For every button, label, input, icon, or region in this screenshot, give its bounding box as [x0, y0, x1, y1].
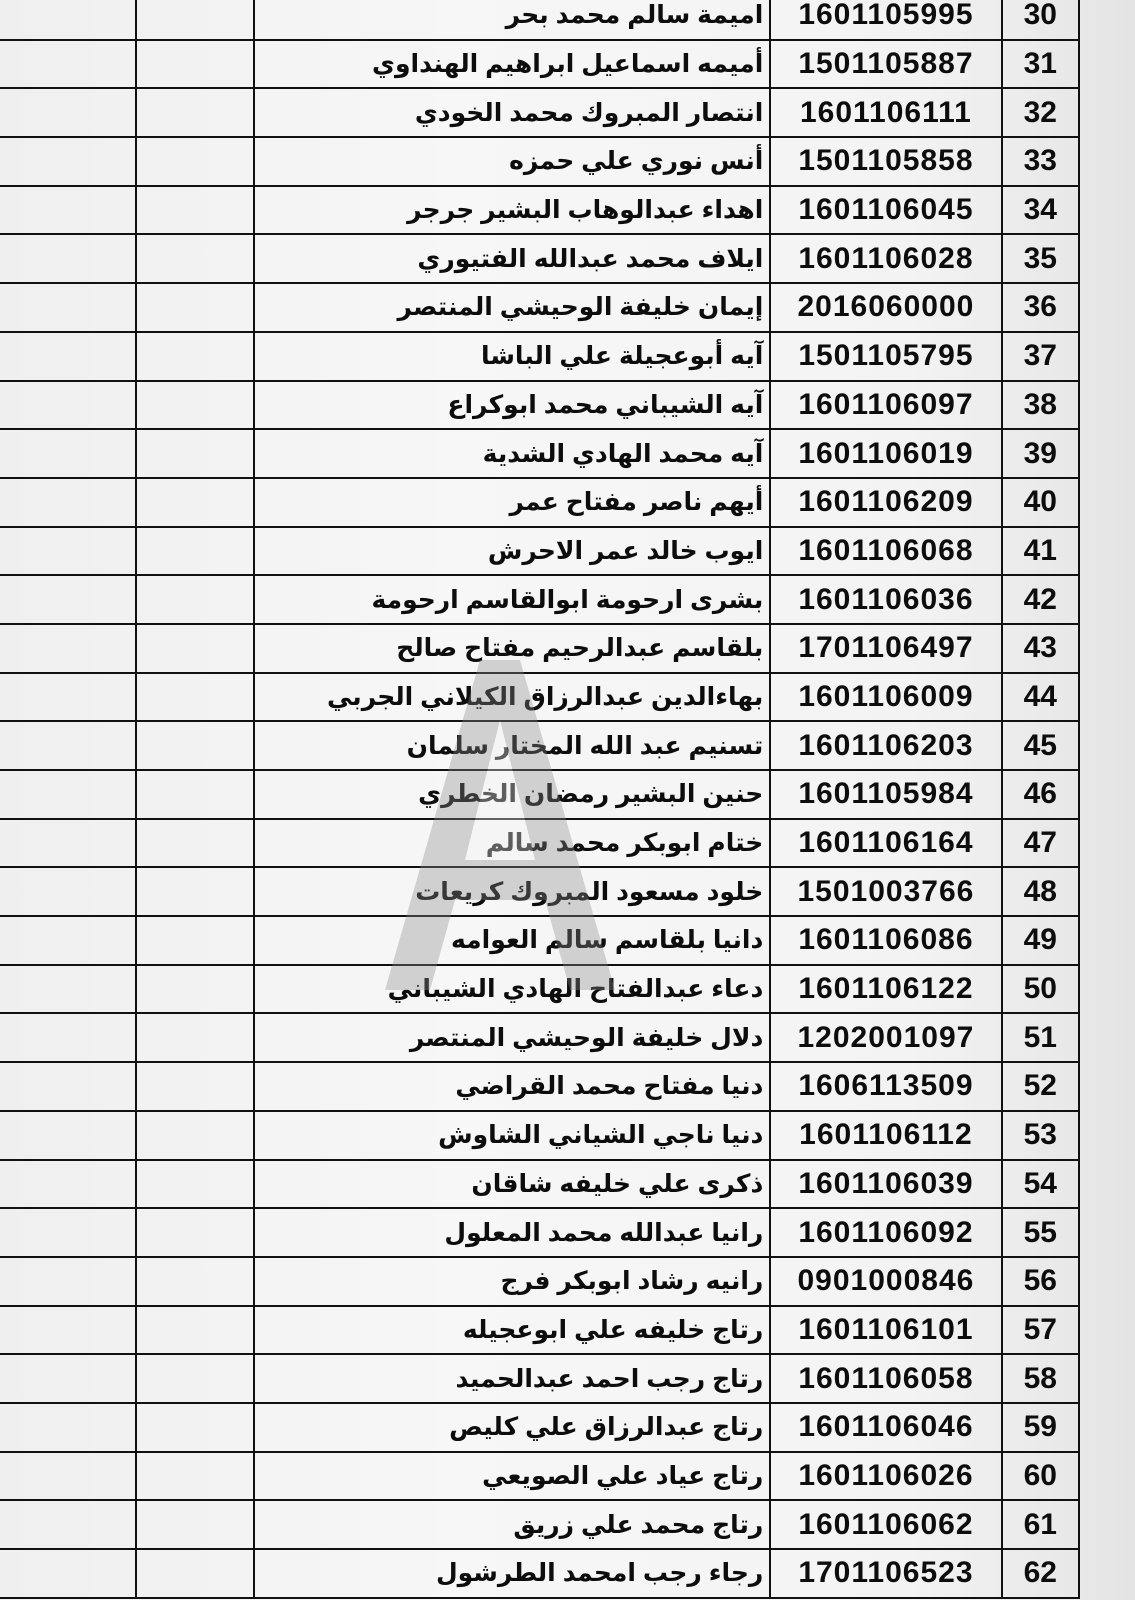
student-name: رجاء رجب امحمد الطرشول: [254, 1549, 770, 1598]
student-id: 1601106009: [770, 673, 1001, 722]
table-row: [0, 624, 1079, 673]
grade-cell-a: [0, 867, 136, 916]
grade-cell-a: [0, 40, 136, 89]
grade-cell-a: [0, 770, 136, 819]
student-name: أنس نوري علي حمزه: [254, 137, 770, 186]
grade-cell-a: [0, 1354, 136, 1403]
student-id: 1501003766: [770, 867, 1001, 916]
student-id: 1601106122: [770, 965, 1001, 1014]
row-number: 43: [1002, 624, 1079, 673]
student-name: ذكرى علي خليفه شاقان: [254, 1160, 770, 1209]
grade-cell-a: [0, 137, 136, 186]
student-name: ايلاف محمد عبدالله الفتيوري: [254, 234, 770, 283]
table-row: [0, 429, 1079, 478]
student-id: 1501105795: [770, 332, 1001, 381]
grade-cell-b: [136, 770, 254, 819]
table-row: [0, 1403, 1079, 1452]
student-name: رتاج خليفه علي ابوعجيله: [254, 1306, 770, 1355]
grade-cell-b: [136, 1160, 254, 1209]
table-row: [0, 965, 1079, 1014]
table-row: [0, 916, 1079, 965]
row-number: 39: [1002, 429, 1079, 478]
student-name: آيه الشيباني محمد ابوكراع: [254, 381, 770, 430]
grade-cell-b: [136, 186, 254, 235]
table-row: [0, 867, 1079, 916]
row-number: 62: [1002, 1549, 1079, 1598]
table-row: [0, 1257, 1079, 1306]
grade-cell-a: [0, 1257, 136, 1306]
grade-cell-b: [136, 1500, 254, 1549]
table-row: [0, 234, 1079, 283]
table-row: [0, 88, 1079, 137]
table-row: [0, 527, 1079, 576]
row-number: 49: [1002, 916, 1079, 965]
table-row: [0, 721, 1079, 770]
row-number: 36: [1002, 283, 1079, 332]
row-number: 31: [1002, 40, 1079, 89]
grade-cell-a: [0, 965, 136, 1014]
grade-cell-b: [136, 867, 254, 916]
student-name: رتاج عياد علي الصويعي: [254, 1452, 770, 1501]
student-id: 1601106112: [770, 1111, 1001, 1160]
student-name: أميمه اسماعيل ابراهيم الهنداوي: [254, 40, 770, 89]
student-name: ختام ابوبكر محمد سالم: [254, 819, 770, 868]
student-id: 1601106097: [770, 381, 1001, 430]
student-id: 2016060000: [770, 283, 1001, 332]
grade-cell-a: [0, 673, 136, 722]
student-name: انتصار المبروك محمد الخودي: [254, 88, 770, 137]
grade-cell-b: [136, 624, 254, 673]
grade-cell-a: [0, 624, 136, 673]
table-row: [0, 1111, 1079, 1160]
grade-cell-a: [0, 381, 136, 430]
student-name: حنين البشير رمضان الخطري: [254, 770, 770, 819]
table-row: [0, 1306, 1079, 1355]
grade-cell-a: [0, 1208, 136, 1257]
student-name: خلود مسعود المبروك كريعات: [254, 867, 770, 916]
student-id: 1601106068: [770, 527, 1001, 576]
student-name: اهداء عبدالوهاب البشير جرجر: [254, 186, 770, 235]
student-name: رتاج محمد علي زريق: [254, 1500, 770, 1549]
grade-cell-b: [136, 1306, 254, 1355]
grade-cell-a: [0, 283, 136, 332]
student-name: دنيا ناجي الشياني الشاوش: [254, 1111, 770, 1160]
table-row: [0, 1354, 1079, 1403]
row-number: 32: [1002, 88, 1079, 137]
row-number: 56: [1002, 1257, 1079, 1306]
student-id: 1601106111: [770, 88, 1001, 137]
grade-cell-a: [0, 1062, 136, 1111]
row-number: 38: [1002, 381, 1079, 430]
student-name: اميمة سالم محمد بحر: [254, 0, 770, 40]
grade-cell-a: [0, 429, 136, 478]
grade-cell-b: [136, 527, 254, 576]
row-number: 40: [1002, 478, 1079, 527]
student-id: 1601106164: [770, 819, 1001, 868]
grade-cell-a: [0, 478, 136, 527]
grade-cell-b: [136, 1549, 254, 1598]
table-row: [0, 1452, 1079, 1501]
student-name: إيمان خليفة الوحيشي المنتصر: [254, 283, 770, 332]
row-number: 51: [1002, 1013, 1079, 1062]
table-row: [0, 1500, 1079, 1549]
grade-cell-a: [0, 916, 136, 965]
table-row: [0, 478, 1079, 527]
student-name: دلال خليفة الوحيشي المنتصر: [254, 1013, 770, 1062]
student-id: 1701106523: [770, 1549, 1001, 1598]
student-name: آيه أبوعجيلة علي الباشا: [254, 332, 770, 381]
grade-cell-b: [136, 916, 254, 965]
row-number: 42: [1002, 575, 1079, 624]
grade-cell-b: [136, 0, 254, 40]
student-name: دانيا بلقاسم سالم العوامه: [254, 916, 770, 965]
student-id: 1601106101: [770, 1306, 1001, 1355]
row-number: 55: [1002, 1208, 1079, 1257]
student-id: 1601106019: [770, 429, 1001, 478]
table-row: [0, 137, 1079, 186]
grade-cell-b: [136, 1403, 254, 1452]
grade-cell-b: [136, 721, 254, 770]
grade-cell-b: [136, 673, 254, 722]
student-id: 1601106036: [770, 575, 1001, 624]
student-name: رتاج عبدالرزاق علي كليص: [254, 1403, 770, 1452]
grade-cell-b: [136, 137, 254, 186]
student-name: رتاج رجب احمد عبدالحميد: [254, 1354, 770, 1403]
grade-cell-a: [0, 1160, 136, 1209]
row-number: 50: [1002, 965, 1079, 1014]
student-id: 1601106028: [770, 234, 1001, 283]
grade-cell-b: [136, 234, 254, 283]
student-id: 1601106062: [770, 1500, 1001, 1549]
student-name: تسنيم عبد الله المختار سلمان: [254, 721, 770, 770]
row-number: 48: [1002, 867, 1079, 916]
student-id: 1501105858: [770, 137, 1001, 186]
table-row: [0, 673, 1079, 722]
table-row: [0, 186, 1079, 235]
grade-cell-b: [136, 965, 254, 1014]
student-id: 1601106046: [770, 1403, 1001, 1452]
student-id: 1601106092: [770, 1208, 1001, 1257]
row-number: 47: [1002, 819, 1079, 868]
student-id: 1601106058: [770, 1354, 1001, 1403]
grade-cell-a: [0, 527, 136, 576]
grade-cell-a: [0, 234, 136, 283]
student-name: دنيا مفتاح محمد القراضي: [254, 1062, 770, 1111]
grade-cell-a: [0, 88, 136, 137]
student-name: بلقاسم عبدالرحيم مفتاح صالح: [254, 624, 770, 673]
row-number: 53: [1002, 1111, 1079, 1160]
table-row: [0, 819, 1079, 868]
row-number: 41: [1002, 527, 1079, 576]
row-number: 60: [1002, 1452, 1079, 1501]
grade-cell-a: [0, 1403, 136, 1452]
table-row: [0, 575, 1079, 624]
row-number: 59: [1002, 1403, 1079, 1452]
grade-cell-a: [0, 819, 136, 868]
student-id: 1202001097: [770, 1013, 1001, 1062]
grade-cell-a: [0, 1111, 136, 1160]
grade-cell-b: [136, 575, 254, 624]
grade-cell-b: [136, 381, 254, 430]
student-id: 1601105984: [770, 770, 1001, 819]
row-number: 44: [1002, 673, 1079, 722]
table-row: [0, 40, 1079, 89]
table-row: [0, 1549, 1079, 1598]
student-id: 1601106026: [770, 1452, 1001, 1501]
student-id: 1601106209: [770, 478, 1001, 527]
table-row: [0, 1160, 1079, 1209]
grade-cell-a: [0, 186, 136, 235]
grade-cell-b: [136, 819, 254, 868]
row-number: 54: [1002, 1160, 1079, 1209]
grade-cell-b: [136, 1354, 254, 1403]
student-id: 0901000846: [770, 1257, 1001, 1306]
student-name: بشرى ارحومة ابوالقاسم ارحومة: [254, 575, 770, 624]
student-id: 1601105995: [770, 0, 1001, 40]
grade-cell-b: [136, 40, 254, 89]
table-row: [0, 1013, 1079, 1062]
grade-cell-b: [136, 1208, 254, 1257]
grade-cell-b: [136, 478, 254, 527]
grade-cell-b: [136, 1013, 254, 1062]
table-row: [0, 770, 1079, 819]
row-number: 57: [1002, 1306, 1079, 1355]
row-number: 58: [1002, 1354, 1079, 1403]
student-id: 1501105887: [770, 40, 1001, 89]
table-row: [0, 1208, 1079, 1257]
grade-cell-b: [136, 1257, 254, 1306]
grade-cell-a: [0, 1013, 136, 1062]
table-row: [0, 332, 1079, 381]
row-number: 45: [1002, 721, 1079, 770]
student-id: 1601106203: [770, 721, 1001, 770]
grade-cell-b: [136, 88, 254, 137]
student-name: أيهم ناصر مفتاح عمر: [254, 478, 770, 527]
student-id: 1601106045: [770, 186, 1001, 235]
grade-cell-b: [136, 429, 254, 478]
grade-cell-b: [136, 283, 254, 332]
student-name: آيه محمد الهادي الشدية: [254, 429, 770, 478]
grade-cell-a: [0, 332, 136, 381]
grade-cell-a: [0, 0, 136, 40]
grade-cell-a: [0, 1549, 136, 1598]
student-id: 1601106039: [770, 1160, 1001, 1209]
table-row: [0, 283, 1079, 332]
student-name: دعاء عبدالفتاح الهادي الشيباني: [254, 965, 770, 1014]
student-id: 1601106086: [770, 916, 1001, 965]
row-number: 61: [1002, 1500, 1079, 1549]
student-name: رانيا عبدالله محمد المعلول: [254, 1208, 770, 1257]
grade-cell-b: [136, 1111, 254, 1160]
grade-cell-b: [136, 1452, 254, 1501]
student-name: ايوب خالد عمر الاحرش: [254, 527, 770, 576]
grade-cell-a: [0, 575, 136, 624]
row-number: 34: [1002, 186, 1079, 235]
student-name: بهاءالدين عبدالرزاق الكيلاني الجربي: [254, 673, 770, 722]
row-number: 52: [1002, 1062, 1079, 1111]
table-row: [0, 1062, 1079, 1111]
grade-cell-b: [136, 1062, 254, 1111]
row-number: 35: [1002, 234, 1079, 283]
grade-cell-b: [136, 332, 254, 381]
student-id: 1606113509: [770, 1062, 1001, 1111]
student-id: 1701106497: [770, 624, 1001, 673]
row-number: 37: [1002, 332, 1079, 381]
table-row: [0, 0, 1079, 40]
grade-cell-a: [0, 1500, 136, 1549]
grade-cell-a: [0, 721, 136, 770]
table-row: [0, 381, 1079, 430]
row-number: 33: [1002, 137, 1079, 186]
grade-cell-a: [0, 1452, 136, 1501]
row-number: 46: [1002, 770, 1079, 819]
row-number: 30: [1002, 0, 1079, 40]
student-name: رانيه رشاد ابوبكر فرج: [254, 1257, 770, 1306]
grade-cell-a: [0, 1306, 136, 1355]
